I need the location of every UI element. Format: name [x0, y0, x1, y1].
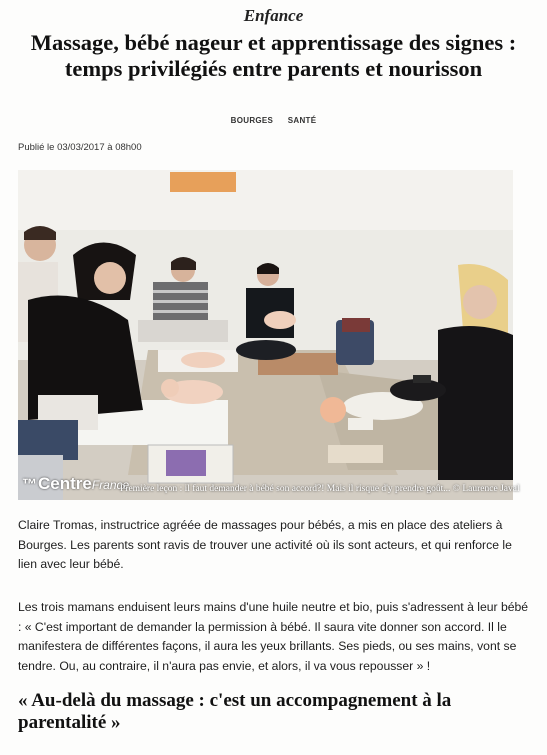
logo-sub-text: France: [91, 478, 130, 492]
photo-caption: Première leçon : il faut demander à bébé son accord?! Mais il risque d'y prendre goût... © Laurence Javal: [120, 484, 520, 494]
section-rubric: Enfance: [243, 6, 304, 25]
article-photo: [18, 170, 513, 500]
article-tags: [0, 116, 547, 125]
pull-quote: « Au-delà du massage : c'est un accompagnement à la parentalité »: [18, 690, 452, 733]
publish-date: Publié le 03/03/2017 à 08h00: [18, 142, 142, 153]
tag-bourges[interactable]: BOURGES: [230, 116, 274, 125]
paragraph-1: Claire Tromas, instructrice agréée de massages pour bébés, a mis en place des ateliers à Bourges. Les parents sont ravis de trouver une activité où ils sont acteurs, et qui renforce le lien avec leur bébé.: [18, 518, 512, 571]
logo-main-text: Centre: [38, 474, 92, 493]
tag-sante[interactable]: SANTÉ: [287, 116, 317, 125]
photo-illustration: [18, 170, 513, 500]
centrefrance-logo: [22, 474, 129, 494]
article-headline: Massage, bébé nageur et apprentissage des signes : temps privilégiés entre parents et nourisson: [30, 30, 517, 81]
logo-mark-icon: ™: [22, 476, 37, 493]
paragraph-2: Les trois mamans enduisent leurs mains d'une huile neutre et bio, puis s'adressent à leur bébé : « C'est important de demander la permission à bébé. Il saura vite donner son accord. Il le manifestera de différentes façons, il aura les yeux brillants. Ses pieds, ou ses mains, vont se tendre. Ou, au contraire, il n'aura pas envie, et alors, il va vous repousser » !: [18, 600, 529, 673]
